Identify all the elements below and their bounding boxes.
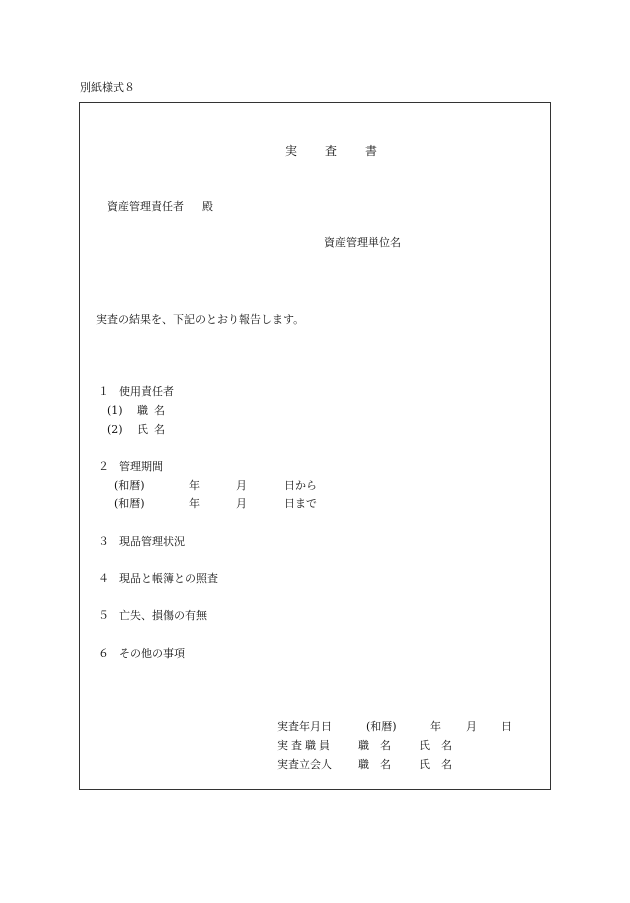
section-3-number: ３ [98, 535, 109, 548]
period-end-month: 月 [236, 497, 247, 510]
addressee: 資産管理責任者 [107, 200, 184, 213]
user-post-number: (1) [107, 404, 123, 417]
form-label: 別紙様式８ [80, 81, 135, 94]
section-3-title: 現品管理状況 [119, 535, 185, 548]
witness-post-label: 職 名 [358, 758, 391, 771]
period-start-month: 月 [236, 479, 247, 492]
user-name-label: 氏名 [137, 423, 171, 436]
inspector-label: 実査職員 [277, 739, 333, 752]
witness-name-label: 氏 名 [419, 758, 452, 771]
inspector-post-label: 職 名 [358, 739, 391, 752]
period-end-day: 日まで [284, 497, 317, 510]
section-1-number: １ [98, 385, 109, 398]
period-start-day: 日から [284, 479, 317, 492]
section-4-number: ４ [98, 572, 109, 585]
period-start-year: 年 [189, 479, 200, 492]
document-title: 実 査 書 [285, 144, 386, 158]
inspection-date-era: (和暦) [366, 720, 397, 733]
section-6-title: その他の事項 [119, 647, 185, 660]
inspection-date-day: 日 [501, 720, 512, 733]
section-2-number: ２ [98, 460, 109, 473]
addressee-honorific: 殿 [202, 200, 213, 213]
inspection-date-year: 年 [430, 720, 441, 733]
inspection-date-label: 実査年月日 [277, 720, 332, 733]
section-2-title: 管理期間 [119, 460, 163, 473]
section-1-title: 使用責任者 [119, 385, 174, 398]
period-end-era: (和暦) [114, 497, 145, 510]
inspection-date-month: 月 [466, 720, 477, 733]
witness-label: 実査立会人 [277, 758, 332, 771]
intro-text: 実査の結果を、下記のとおり報告します。 [96, 313, 305, 326]
user-name-number: (2) [107, 423, 123, 436]
section-5-title: 亡失、損傷の有無 [119, 609, 207, 622]
inspector-name-label: 氏 名 [419, 739, 452, 752]
period-end-year: 年 [189, 497, 200, 510]
user-post-label: 職名 [137, 404, 171, 417]
section-4-title: 現品と帳簿との照査 [119, 572, 218, 585]
sender-unit: 資産管理単位名 [324, 236, 401, 249]
section-6-number: ６ [98, 647, 109, 660]
period-start-era: (和暦) [114, 479, 145, 492]
section-5-number: ５ [98, 609, 109, 622]
